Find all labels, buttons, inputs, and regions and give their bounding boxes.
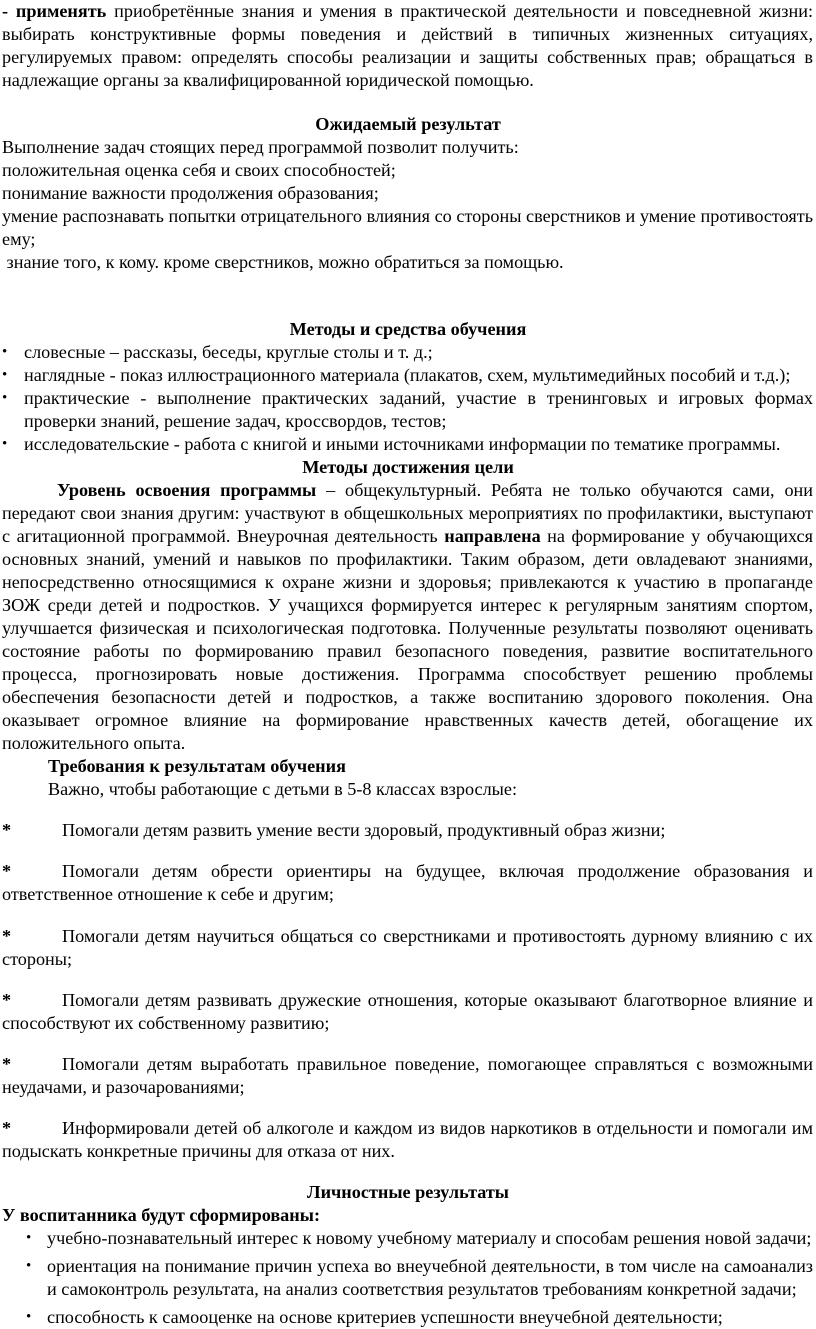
methods-item: • практические - выполнение практических заданий, участие в тренинговых и игровых формах проверки знаний, решение задач, кроссвордов, тестов;: [0, 387, 816, 433]
intro-paragraph: [0, 0, 816, 92]
achieve-text-1: – общекультурный. Ребята не только обучаются сами, они передают свои знания другим: участвуют в общешкольных мероприятиях по профилактики, выступают с агитационной программой. Внеурочная деятельность: [2, 480, 814, 546]
personal-list: [0, 1227, 816, 1329]
requirements-intro: Важно, чтобы работающие с детьми в 5-8 классах взрослые:: [48, 779, 517, 799]
personal-item: • ориентация на понимание причин успеха во внеучебной деятельности, в том числе на самоанализ и самоконтроль результата, на анализ соответствия результатов требованиям конкретной задачи;: [0, 1255, 816, 1301]
expected-line: положительная оценка себя и своих способностей;: [2, 160, 396, 180]
achieve-title: Методы достижения цели: [302, 457, 514, 477]
expected-line: понимание важности продолжения образования;: [2, 183, 379, 203]
requirements-title: Требования к результатам обучения: [48, 756, 346, 776]
intro-text: приобретённые знания и умения в практической деятельности и повседневной жизни: выбирать конструктивные формы поведения и действий в типичных жизненных ситуациях, регулируемых правом: определять способы реализации и защиты собственных прав; обращаться в надлежащие органы за квалифицированной юридической помощью.: [2, 1, 813, 90]
methods-item: • исследовательские - работа с книгой и иными источниками информации по тематике программы.: [0, 433, 816, 456]
expected-line: умение распознавать попытки отрицательного влияния со стороны сверстников и умение противостоять ему;: [2, 206, 813, 249]
personal-item: • учебно-познавательный интерес к новому учебному материалу и способам решения новой задачи;: [0, 1227, 816, 1250]
personal-title: Личностные результаты: [307, 1182, 509, 1203]
directed-word: направлена: [444, 526, 541, 546]
level-label: Уровень освоения программы: [57, 480, 317, 500]
expected-title: Ожидаемый результат: [315, 114, 501, 134]
requirement-item: * Помогали детям выработать правильное поведение, помогающее справляться с возможными неудачами, и разочарованиями;: [2, 1053, 813, 1097]
expected-line: знание того, к кому. кроме сверстников, можно обратиться за помощью.: [2, 252, 564, 272]
requirement-item: * Помогали детям научиться общаться со сверстниками и противостоять дурному влиянию с их стороны;: [2, 925, 813, 969]
methods-item: • словесные – рассказы, беседы, круглые столы и т. д.;: [0, 341, 816, 364]
personal-item: • способность к самооценке на основе критериев успешности внеучебной деятельности;: [0, 1306, 816, 1329]
achieve-paragraph: [0, 479, 816, 755]
requirement-item: * Помогали детям развивать дружеские отношения, которые оказывают благотворное влияние и способствуют их собственному развитию;: [2, 989, 813, 1033]
requirement-item: * Помогали детям обрести ориентиры на будущее, включая продолжение образования и ответственное отношение к себе и другим;: [2, 861, 813, 905]
requirement-item: * Помогали детям развить умение вести здоровый, продуктивный образ жизни;: [2, 820, 666, 841]
expected-line: Выполнение задач стоящих перед программой позволит получить:: [2, 137, 519, 157]
methods-title: Методы и средства обучения: [289, 319, 527, 339]
intro-lead: - применять: [2, 1, 107, 21]
methods-list: [0, 341, 816, 456]
personal-subtitle: У воспитанника будут сформированы:: [2, 1205, 320, 1226]
requirement-item: * Информировали детей об алкоголе и каждом из видов наркотиков в отдельности и помогали им подыскать конкретные причины для отказа от них.: [2, 1118, 813, 1162]
methods-item: • наглядные - показ иллюстрационного материала (плакатов, схем, мультимедийных пособий и т.д.);: [0, 364, 816, 387]
achieve-text-2: на формирование у обучающихся основных знаний, умений и навыков по профилактики. Таким образом, дети овладевают знаниями, непосредственно относящимися к охране жизни и здоровья; привлекаются к участию в пропаганде ЗОЖ среди детей и подростков. У учащихся формируется интерес к регулярным занятиям спортом, улучшается физическая и психологическая подготовка. Полученные результаты позволяют оценивать состояние работы по формированию правил безопасного поведения, развитие воспитательного процесса, прогнозировать новые достижения. Программа способствует решению проблемы обеспечения безопасности детей и подростков, а также воспитанию здорового поколения. Она оказывает огромное влияние на формирование нравственных качеств детей, обогащение их положительного опыта.: [2, 526, 813, 753]
